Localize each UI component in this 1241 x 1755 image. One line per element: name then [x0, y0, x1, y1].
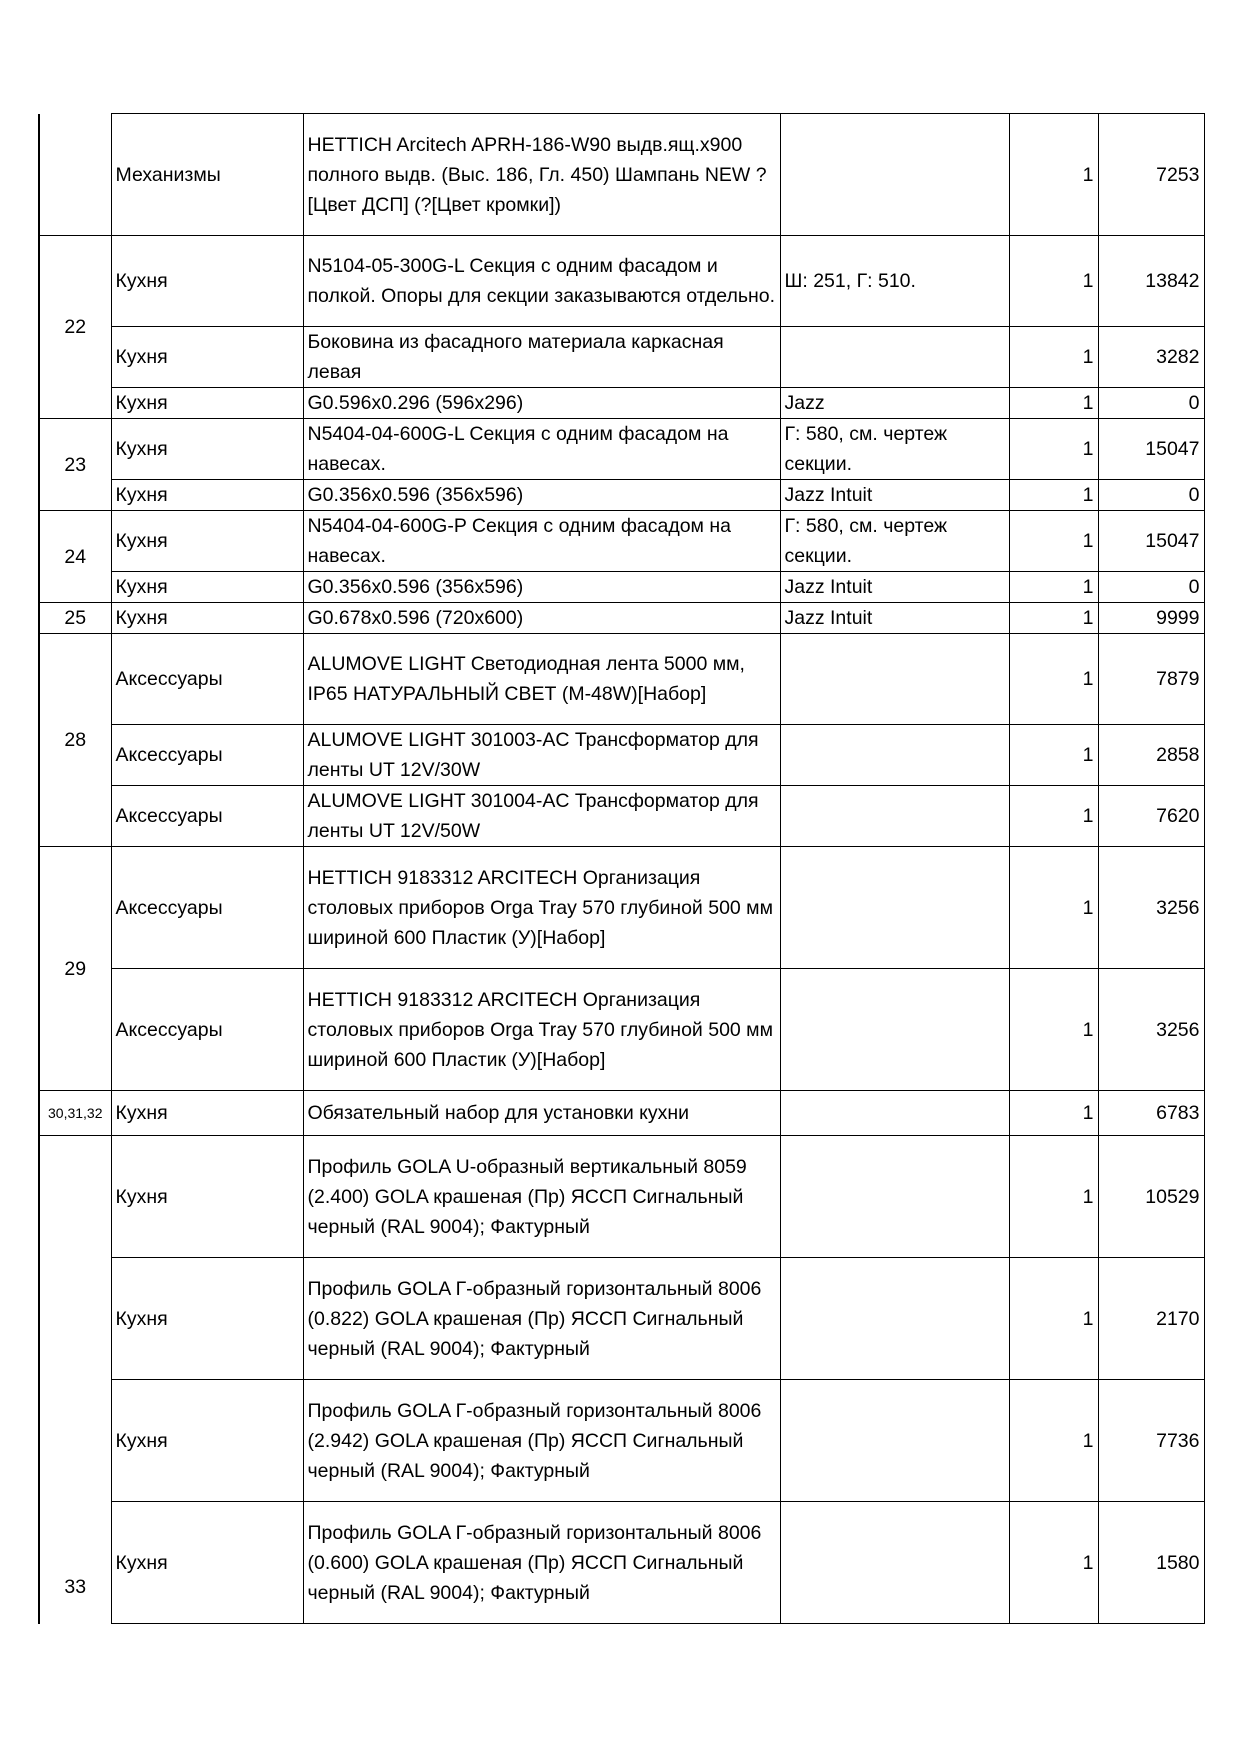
dimensions-cell: Jazz Intuit	[780, 572, 1009, 603]
quantity-cell: 1	[1009, 236, 1098, 327]
dimensions-cell	[780, 1091, 1009, 1136]
description-cell: Обязательный набор для установки кухни	[303, 1091, 780, 1136]
category-cell: Кухня	[111, 1258, 303, 1380]
description-cell: N5404-04-600G-P Секция с одним фасадом на навесах.	[303, 511, 780, 572]
dimensions-cell: Jazz Intuit	[780, 480, 1009, 511]
category-cell: Аксессуары	[111, 847, 303, 969]
category-cell: Кухня	[111, 603, 303, 634]
table-row	[39, 634, 1204, 725]
dimensions-cell: Г: 580, см. чертеж секции.	[780, 419, 1009, 480]
description-cell: N5404-04-600G-L Секция с одним фасадом на навесах.	[303, 419, 780, 480]
price-cell: 15047	[1098, 419, 1204, 480]
price-cell: 6783	[1098, 1091, 1204, 1136]
price-cell: 0	[1098, 388, 1204, 419]
description-cell: ALUMOVE LIGHT 301004-AC Трансформатор для ленты UT 12V/50W	[303, 786, 780, 847]
table-row	[39, 511, 1204, 572]
description-cell: Профиль GOLA U-образный вертикальный 8059 (2.400) GOLA крашеная (Пр) ЯССП Сигнальный черный (RAL 9004); Фактурный	[303, 1136, 780, 1258]
description-cell: HETTICH Arcitech APRH-186-W90 выдв.ящ.x900 полного выдв. (Выс. 186, Гл. 450) Шампань NEW ?[Цвет ДСП] (?[Цвет кромки])	[303, 114, 780, 236]
table-row	[39, 1136, 1204, 1258]
description-cell: ALUMOVE LIGHT 301003-AC Трансформатор для ленты UT 12V/30W	[303, 725, 780, 786]
dimensions-cell	[780, 725, 1009, 786]
table-row	[39, 725, 1204, 786]
price-cell: 7253	[1098, 114, 1204, 236]
quantity-cell: 1	[1009, 511, 1098, 572]
category-cell: Кухня	[111, 1091, 303, 1136]
position-number-cell: 29	[39, 847, 111, 1091]
price-cell: 7879	[1098, 634, 1204, 725]
quantity-cell: 1	[1009, 847, 1098, 969]
description-cell: G0.356x0.596 (356x596)	[303, 480, 780, 511]
dimensions-cell	[780, 327, 1009, 388]
quantity-cell: 1	[1009, 634, 1098, 725]
table-row	[39, 1502, 1204, 1624]
description-cell: ALUMOVE LIGHT Светодиодная лента 5000 мм, IP65 НАТУРАЛЬНЫЙ СВЕТ (M-48W)[Набор]	[303, 634, 780, 725]
category-cell: Механизмы	[111, 114, 303, 236]
table-row	[39, 1380, 1204, 1502]
description-cell: Боковина из фасадного материала каркасная левая	[303, 327, 780, 388]
dimensions-cell	[780, 847, 1009, 969]
category-cell: Кухня	[111, 1380, 303, 1502]
price-cell: 3256	[1098, 969, 1204, 1091]
dimensions-cell	[780, 1258, 1009, 1380]
table-row	[39, 786, 1204, 847]
description-cell: HETTICH 9183312 ARCITECH Организация столовых приборов Orga Tray 570 глубиной 500 мм шириной 600 Пластик (У)[Набор]	[303, 847, 780, 969]
category-cell: Кухня	[111, 1502, 303, 1624]
category-cell: Аксессуары	[111, 725, 303, 786]
category-cell: Кухня	[111, 388, 303, 419]
table-row	[39, 1258, 1204, 1380]
table-row	[39, 327, 1204, 388]
quantity-cell: 1	[1009, 969, 1098, 1091]
position-number-cell: 24	[39, 511, 111, 603]
position-number-cell: 23	[39, 419, 111, 511]
quantity-cell: 1	[1009, 388, 1098, 419]
position-number-cell: 33	[39, 1136, 111, 1624]
category-cell: Кухня	[111, 511, 303, 572]
price-cell: 15047	[1098, 511, 1204, 572]
quantity-cell: 1	[1009, 1136, 1098, 1258]
quantity-cell: 1	[1009, 480, 1098, 511]
quantity-cell: 1	[1009, 114, 1098, 236]
price-cell: 1580	[1098, 1502, 1204, 1624]
position-number-cell	[39, 114, 111, 236]
category-cell: Кухня	[111, 1136, 303, 1258]
items-table	[38, 113, 1205, 1624]
category-cell: Кухня	[111, 480, 303, 511]
description-cell: Профиль GOLA Г-образный горизонтальный 8006 (0.822) GOLA крашеная (Пр) ЯССП Сигнальный черный (RAL 9004); Фактурный	[303, 1258, 780, 1380]
dimensions-cell	[780, 114, 1009, 236]
table-row	[39, 480, 1204, 511]
price-cell: 7736	[1098, 1380, 1204, 1502]
quantity-cell: 1	[1009, 1091, 1098, 1136]
category-cell: Кухня	[111, 572, 303, 603]
description-cell: HETTICH 9183312 ARCITECH Организация столовых приборов Orga Tray 570 глубиной 500 мм шириной 600 Пластик (У)[Набор]	[303, 969, 780, 1091]
description-cell: N5104-05-300G-L Секция с одним фасадом и полкой. Опоры для секции заказываются отдельно.	[303, 236, 780, 327]
quantity-cell: 1	[1009, 786, 1098, 847]
dimensions-cell	[780, 1502, 1009, 1624]
dimensions-cell	[780, 1380, 1009, 1502]
position-number-cell: 30,31,32	[39, 1091, 111, 1136]
quantity-cell: 1	[1009, 419, 1098, 480]
quantity-cell: 1	[1009, 327, 1098, 388]
position-number-cell: 22	[39, 236, 111, 419]
table-row	[39, 572, 1204, 603]
dimensions-cell	[780, 969, 1009, 1091]
price-cell: 7620	[1098, 786, 1204, 847]
position-number-cell: 25	[39, 603, 111, 634]
category-cell: Кухня	[111, 419, 303, 480]
quantity-cell: 1	[1009, 572, 1098, 603]
table-row	[39, 419, 1204, 480]
description-cell: G0.356x0.596 (356x596)	[303, 572, 780, 603]
description-cell: G0.596x0.296 (596x296)	[303, 388, 780, 419]
quantity-cell: 1	[1009, 1258, 1098, 1380]
dimensions-cell: Jazz	[780, 388, 1009, 419]
price-cell: 2858	[1098, 725, 1204, 786]
price-cell: 2170	[1098, 1258, 1204, 1380]
price-cell: 9999	[1098, 603, 1204, 634]
category-cell: Кухня	[111, 327, 303, 388]
dimensions-cell	[780, 634, 1009, 725]
dimensions-cell	[780, 786, 1009, 847]
quantity-cell: 1	[1009, 1502, 1098, 1624]
quantity-cell: 1	[1009, 1380, 1098, 1502]
price-cell: 3282	[1098, 327, 1204, 388]
table-row	[39, 236, 1204, 327]
category-cell: Аксессуары	[111, 634, 303, 725]
description-cell: Профиль GOLA Г-образный горизонтальный 8006 (0.600) GOLA крашеная (Пр) ЯССП Сигнальный черный (RAL 9004); Фактурный	[303, 1502, 780, 1624]
position-number-cell: 28	[39, 634, 111, 847]
price-cell: 0	[1098, 480, 1204, 511]
price-cell: 13842	[1098, 236, 1204, 327]
table-row	[39, 1091, 1204, 1136]
category-cell: Кухня	[111, 236, 303, 327]
table-row	[39, 388, 1204, 419]
description-cell: Профиль GOLA Г-образный горизонтальный 8006 (2.942) GOLA крашеная (Пр) ЯССП Сигнальный черный (RAL 9004); Фактурный	[303, 1380, 780, 1502]
table-row	[39, 114, 1204, 236]
category-cell: Аксессуары	[111, 786, 303, 847]
quantity-cell: 1	[1009, 725, 1098, 786]
table-row	[39, 847, 1204, 969]
table-row	[39, 969, 1204, 1091]
dimensions-cell	[780, 1136, 1009, 1258]
dimensions-cell: Jazz Intuit	[780, 603, 1009, 634]
dimensions-cell: Г: 580, см. чертеж секции.	[780, 511, 1009, 572]
price-cell: 0	[1098, 572, 1204, 603]
category-cell: Аксессуары	[111, 969, 303, 1091]
price-cell: 10529	[1098, 1136, 1204, 1258]
dimensions-cell: Ш: 251, Г: 510.	[780, 236, 1009, 327]
description-cell: G0.678x0.596 (720x600)	[303, 603, 780, 634]
table-row	[39, 603, 1204, 634]
quantity-cell: 1	[1009, 603, 1098, 634]
price-cell: 3256	[1098, 847, 1204, 969]
